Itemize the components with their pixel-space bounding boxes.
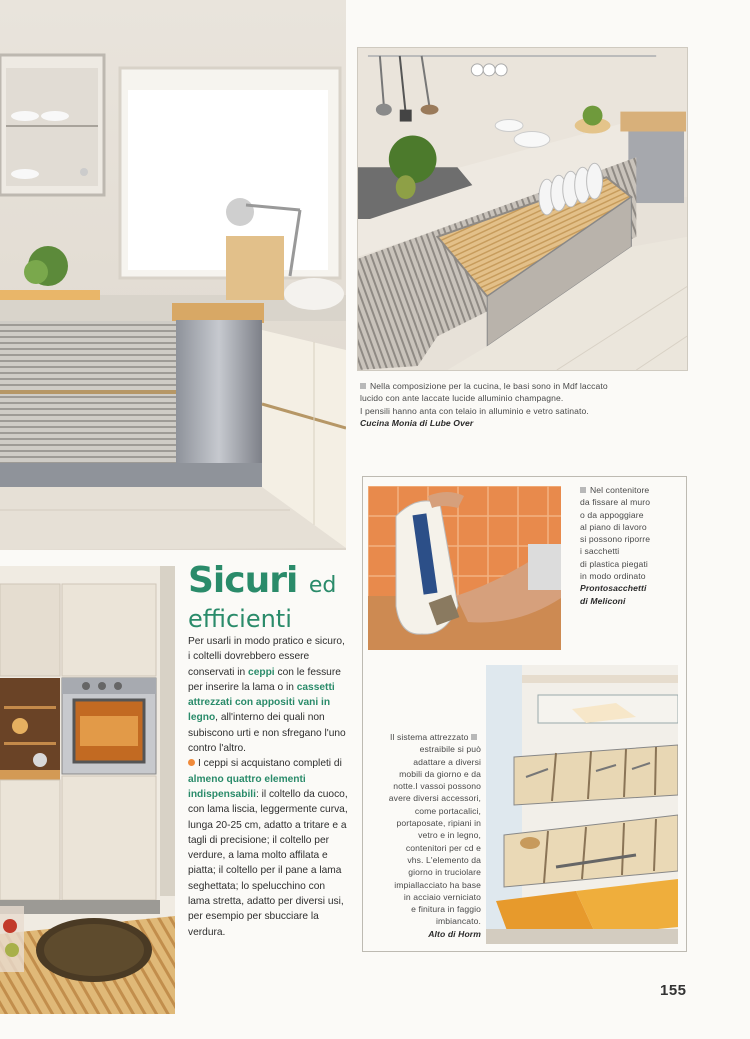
caption-line: come portacalici, — [414, 805, 481, 816]
caption-line: o da appoggiare — [580, 509, 644, 520]
caption-credit: Prontosacchetti — [580, 583, 647, 594]
bag-holder-photo — [368, 486, 561, 650]
caption-line: vhs. L'elemento da — [407, 854, 481, 865]
caption-line: e finitura in faggio — [411, 904, 481, 915]
drawer-photo — [357, 47, 688, 371]
kitchen-photo — [0, 0, 346, 550]
caption-line: in acciaio verniciato — [403, 891, 481, 902]
title-line-2: efficienti — [188, 605, 292, 633]
caption-line: mobili da giorno e da — [399, 768, 481, 779]
caption-line: si possono riporre — [580, 534, 651, 545]
caption-bullet-icon — [360, 383, 366, 389]
caption-line: Nella composizione per la cucina, le basi sono in Mdf laccato — [360, 380, 690, 392]
caption-line: Nel contenitore — [580, 484, 680, 496]
caption-credit: Alto di Horm — [428, 928, 481, 939]
caption-line: adattare a diversi — [413, 756, 481, 767]
orange-bullet-icon — [188, 759, 195, 766]
article-title — [188, 562, 358, 633]
caption-line: di plastica piegati — [580, 558, 648, 569]
caption-line: impiallacciato ha base — [394, 879, 481, 890]
title-line-1 — [188, 562, 358, 605]
caption-credit: Cucina Monia di Lube Over — [360, 417, 474, 428]
caption-kitchen — [360, 380, 690, 429]
caption-line: lucido con ante laccate lucide alluminio champagne. — [360, 393, 564, 404]
caption-line: portaposate, ripiani in — [396, 818, 481, 829]
caption-credit: di Meliconi — [580, 595, 626, 606]
caption-cutlery-unit — [367, 731, 481, 940]
caption-line: imbiancato. — [435, 916, 481, 927]
article-paragraph-2: I ceppi si acquistano completi di almeno quattro elementi indispensabili: il coltello da cuoco, con lama liscia, leggermente curva, lunga 20-25 cm, adatto a tritare e a tagli di precisione; il coltello per verdure, a lama molto affilata e piatta; il coltello per il pane a lama seghettata; lo spelucchino con lama stretta, adatto per diversi usi, per esempio per sbucciare la verdura. — [188, 758, 348, 938]
caption-bag-holder — [580, 484, 680, 607]
title-small: ed — [308, 573, 337, 598]
caption-line: vetro e in legno, — [418, 830, 481, 841]
caption-line: notte.I vassoi possono — [393, 781, 481, 792]
caption-line: da fissare al muro — [580, 497, 651, 508]
caption-line: estraibile si può — [419, 744, 481, 755]
article-paragraph-1: Per usarli in modo pratico e sicuro, i coltelli dovrebbero essere conservati in ceppi con le fessure per inserire la lama o in cassetti attrezzati con appositi vani in legno, all'interno dei quali non subiscono urti e non sfregano l'uno contro l'altro. — [188, 636, 346, 755]
caption-bullet-icon — [471, 734, 477, 740]
caption-line: I pensili hanno anta con telaio in alluminio e vetro satinato. — [360, 405, 589, 416]
caption-line: Il sistema attrezzato — [367, 731, 481, 743]
caption-line: i sacchetti — [580, 546, 620, 557]
oven-photo — [0, 566, 175, 1014]
page-number: 155 — [660, 982, 687, 999]
caption-line: in modo ordinato — [580, 571, 646, 582]
cutlery-unit-photo — [486, 665, 678, 944]
caption-line: avere diversi accessori, — [388, 793, 481, 804]
caption-line: giorno in truciolare — [408, 867, 481, 878]
title-main: Sicuri — [188, 560, 298, 601]
caption-line: al piano di lavoro — [580, 521, 647, 532]
article-body — [188, 634, 348, 940]
caption-bullet-icon — [580, 487, 586, 493]
caption-line: contenitori per cd e — [405, 842, 481, 853]
